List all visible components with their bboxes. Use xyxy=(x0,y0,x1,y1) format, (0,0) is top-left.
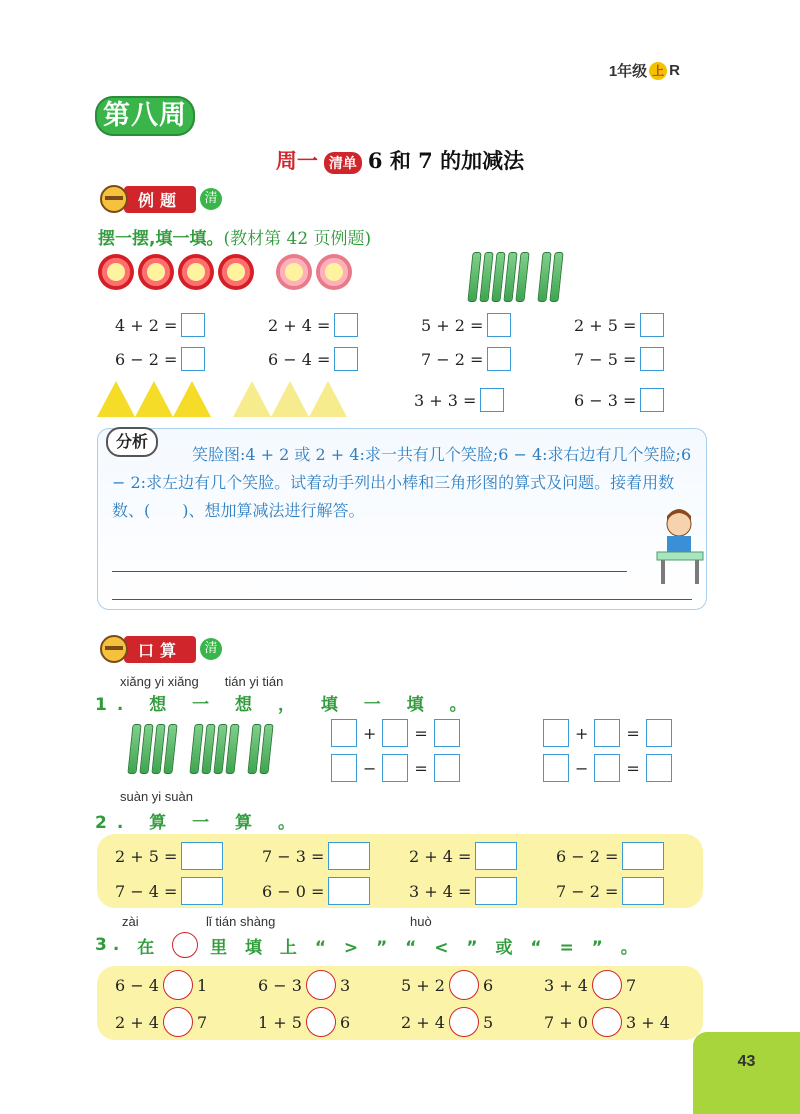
circle-icon xyxy=(172,932,198,958)
answer-box[interactable] xyxy=(480,388,504,412)
equation xyxy=(115,842,223,870)
pinyin: huò xyxy=(410,914,432,929)
answer-box[interactable] xyxy=(434,719,460,747)
comparison-left: 3 + 4 xyxy=(544,975,588,995)
equation-text: 7 − 3 = xyxy=(262,846,325,866)
operator: = xyxy=(626,723,640,743)
answer-box[interactable] xyxy=(640,313,664,337)
comparison-right: 6 xyxy=(482,975,494,995)
stick-icon xyxy=(259,724,273,774)
triangle-icon xyxy=(309,381,347,417)
answer-box[interactable] xyxy=(594,754,620,782)
question-number: 3. xyxy=(95,935,126,955)
example-label: 例题 xyxy=(124,186,196,213)
equation xyxy=(574,347,664,371)
question-text: 算 一 算 。 xyxy=(149,813,305,833)
answer-box[interactable] xyxy=(622,877,664,905)
stick-icon xyxy=(163,724,177,774)
edition-text: R xyxy=(669,62,680,79)
comparison-left: 7 + 0 xyxy=(544,1012,588,1032)
pinyin: xiǎng yi xiǎng tián yi tián xyxy=(120,674,284,689)
oral-banner xyxy=(100,636,222,662)
triangle-icon xyxy=(271,381,309,417)
smiley-flower-icon xyxy=(138,254,174,290)
question-text: 里 填 上 “ > ” “ < ” 或 “ = ” 。 xyxy=(210,937,644,958)
answer-box[interactable] xyxy=(328,842,370,870)
answer-box[interactable] xyxy=(475,842,517,870)
answer-box[interactable] xyxy=(382,754,408,782)
answer-box[interactable] xyxy=(181,313,205,337)
equation-text: 2 + 5 = xyxy=(115,846,178,866)
comparison-left: 5 + 2 xyxy=(401,975,445,995)
compare-circle[interactable] xyxy=(163,970,193,1000)
operator: + xyxy=(363,723,377,743)
answer-box[interactable] xyxy=(475,877,517,905)
equation-text: 7 − 2 = xyxy=(556,881,619,901)
blank-equation xyxy=(331,719,460,747)
equation-text: 2 + 5 = xyxy=(574,315,637,335)
pinyin: zài xyxy=(122,914,139,929)
equation-text: 3 + 4 = xyxy=(409,881,472,901)
comparison-right: 3 + 4 xyxy=(625,1012,670,1032)
compare-circle[interactable] xyxy=(449,970,479,1000)
answer-box[interactable] xyxy=(646,719,672,747)
comparison-left: 1 + 5 xyxy=(258,1012,302,1032)
equation xyxy=(409,842,517,870)
stick-icon xyxy=(515,252,529,302)
equation xyxy=(574,313,664,337)
day-title xyxy=(0,145,800,175)
answer-box[interactable] xyxy=(646,754,672,782)
triangle-icon xyxy=(135,381,173,417)
bee-icon xyxy=(100,635,128,663)
compare-circle[interactable] xyxy=(592,970,622,1000)
compare-circle[interactable] xyxy=(449,1007,479,1037)
equation xyxy=(556,842,664,870)
example-heading-ref: (教材第 42 页例题) xyxy=(223,229,372,249)
comparison xyxy=(401,970,493,1000)
smiley-flower-icon xyxy=(218,254,254,290)
smiley-flower-icon xyxy=(98,254,134,290)
page-number: 43 xyxy=(693,1032,800,1114)
triangle-group xyxy=(97,381,347,417)
pinyin: lǐ tián shàng xyxy=(206,914,276,929)
example-heading-text: 摆一摆,填一填。 xyxy=(98,229,224,249)
answer-box[interactable] xyxy=(434,754,460,782)
comparison xyxy=(115,970,207,1000)
equation-text: 4 + 2 = xyxy=(115,315,178,335)
comparison-right: 5 xyxy=(482,1012,494,1032)
answer-line[interactable] xyxy=(112,599,692,600)
compare-circle[interactable] xyxy=(306,970,336,1000)
check-badge: 清 xyxy=(200,638,222,660)
equation-text: 3 + 3 = xyxy=(414,390,477,410)
operator: − xyxy=(575,758,589,778)
equation-text: 6 − 2 = xyxy=(556,846,619,866)
comparison xyxy=(401,1007,493,1037)
example-heading xyxy=(98,224,371,249)
equation-text: 2 + 4 = xyxy=(268,315,331,335)
comparison xyxy=(258,1007,350,1037)
comparison-right: 1 xyxy=(196,975,208,995)
equation xyxy=(115,347,205,371)
answer-box[interactable] xyxy=(640,347,664,371)
equation-text: 2 + 4 = xyxy=(409,846,472,866)
analysis-tag: 分析 xyxy=(106,427,158,457)
blank-equation xyxy=(543,754,672,782)
checklist-tag: 清单 xyxy=(324,152,362,174)
equation-text: 7 − 5 = xyxy=(574,349,637,369)
operator: = xyxy=(414,758,428,778)
stick-groups xyxy=(130,724,274,778)
equation-text: 6 − 2 = xyxy=(115,349,178,369)
semester-badge: 上 xyxy=(649,62,667,80)
question-number: 2. xyxy=(95,813,134,833)
smiley-flower-icon xyxy=(178,254,214,290)
day-topic: 6 和 7 的加减法 xyxy=(367,148,525,173)
stick-icon xyxy=(549,252,563,302)
comparison-right: 6 xyxy=(339,1012,351,1032)
question-number: 1. xyxy=(95,695,134,715)
operator: = xyxy=(414,723,428,743)
equation xyxy=(268,313,358,337)
answer-box[interactable] xyxy=(331,754,357,782)
answer-box[interactable] xyxy=(331,719,357,747)
comparison xyxy=(258,970,350,1000)
equation-text: 6 − 3 = xyxy=(574,390,637,410)
equation xyxy=(556,877,664,905)
equation-text: 7 − 4 = xyxy=(115,881,178,901)
smiley-flower-icon xyxy=(316,254,352,290)
analysis-text: 笑脸图:4 + 2 或 2 + 4:求一共有几个笑脸;6 − 4:求右边有几个笑脸;6 − 2:求左边有几个笑脸。试着动手列出小棒和三角形图的算式及问题。接着用数数、( )、想加算减法进行解答。 xyxy=(112,445,692,520)
stick-bundle xyxy=(470,252,564,306)
answer-box[interactable] xyxy=(328,877,370,905)
equation-text: 5 + 2 = xyxy=(421,315,484,335)
answer-box[interactable] xyxy=(181,842,223,870)
comparison xyxy=(544,970,636,1000)
bee-icon xyxy=(100,185,128,213)
answer-box[interactable] xyxy=(334,347,358,371)
check-badge: 清 xyxy=(200,188,222,210)
example-banner xyxy=(100,186,222,212)
compare-circle[interactable] xyxy=(592,1007,622,1037)
answer-box[interactable] xyxy=(622,842,664,870)
equation xyxy=(574,388,664,412)
equation xyxy=(262,842,370,870)
comparison-right: 7 xyxy=(196,1012,208,1032)
answer-line[interactable] xyxy=(112,571,627,572)
equation xyxy=(409,877,517,905)
smiley-flowers xyxy=(98,254,352,290)
oral-label: 口算 xyxy=(124,636,196,663)
analysis-box xyxy=(97,428,707,610)
question-text: 想 一 想 ， 填 一 填 。 xyxy=(149,695,477,715)
comparison-right: 7 xyxy=(625,975,637,995)
question-3 xyxy=(95,932,644,958)
stick-icon xyxy=(225,724,239,774)
operator: + xyxy=(575,723,589,743)
grade-text: 1年级 xyxy=(608,63,648,80)
answer-box[interactable] xyxy=(543,754,569,782)
answer-box[interactable] xyxy=(334,313,358,337)
compare-circle[interactable] xyxy=(306,1007,336,1037)
answer-box[interactable] xyxy=(487,313,511,337)
answer-box[interactable] xyxy=(487,347,511,371)
equation xyxy=(115,313,205,337)
operator: = xyxy=(626,758,640,778)
blank-equation xyxy=(543,719,672,747)
answer-box[interactable] xyxy=(181,347,205,371)
comparison-left: 6 − 3 xyxy=(258,975,302,995)
equation-text: 7 − 2 = xyxy=(421,349,484,369)
answer-box[interactable] xyxy=(594,719,620,747)
equation xyxy=(414,388,504,412)
pinyin: suàn yi suàn xyxy=(120,789,193,804)
student-icon xyxy=(655,508,705,586)
triangle-icon xyxy=(173,381,211,417)
comparison-left: 6 − 4 xyxy=(115,975,159,995)
answer-box[interactable] xyxy=(181,877,223,905)
equation-text: 6 − 0 = xyxy=(262,881,325,901)
comparison xyxy=(544,1007,670,1037)
day-name: 周一 xyxy=(275,148,318,173)
answer-box[interactable] xyxy=(543,719,569,747)
question-2 xyxy=(95,808,305,833)
comparison-right: 3 xyxy=(339,975,351,995)
operator: − xyxy=(363,758,377,778)
equation xyxy=(421,313,511,337)
triangle-icon xyxy=(233,381,271,417)
answer-box[interactable] xyxy=(640,388,664,412)
equation xyxy=(421,347,511,371)
equation xyxy=(268,347,358,371)
question-text: 在 xyxy=(137,937,161,958)
week-badge: 第八周 xyxy=(95,96,195,136)
grade-label xyxy=(609,60,680,81)
blank-equation xyxy=(331,754,460,782)
question-1 xyxy=(95,690,477,715)
equation xyxy=(262,877,370,905)
comparison xyxy=(115,1007,207,1037)
equation xyxy=(115,877,223,905)
compare-circle[interactable] xyxy=(163,1007,193,1037)
comparison-left: 2 + 4 xyxy=(115,1012,159,1032)
comparison-left: 2 + 4 xyxy=(401,1012,445,1032)
triangle-icon xyxy=(97,381,135,417)
answer-box[interactable] xyxy=(382,719,408,747)
smiley-flower-icon xyxy=(276,254,312,290)
equation-text: 6 − 4 = xyxy=(268,349,331,369)
